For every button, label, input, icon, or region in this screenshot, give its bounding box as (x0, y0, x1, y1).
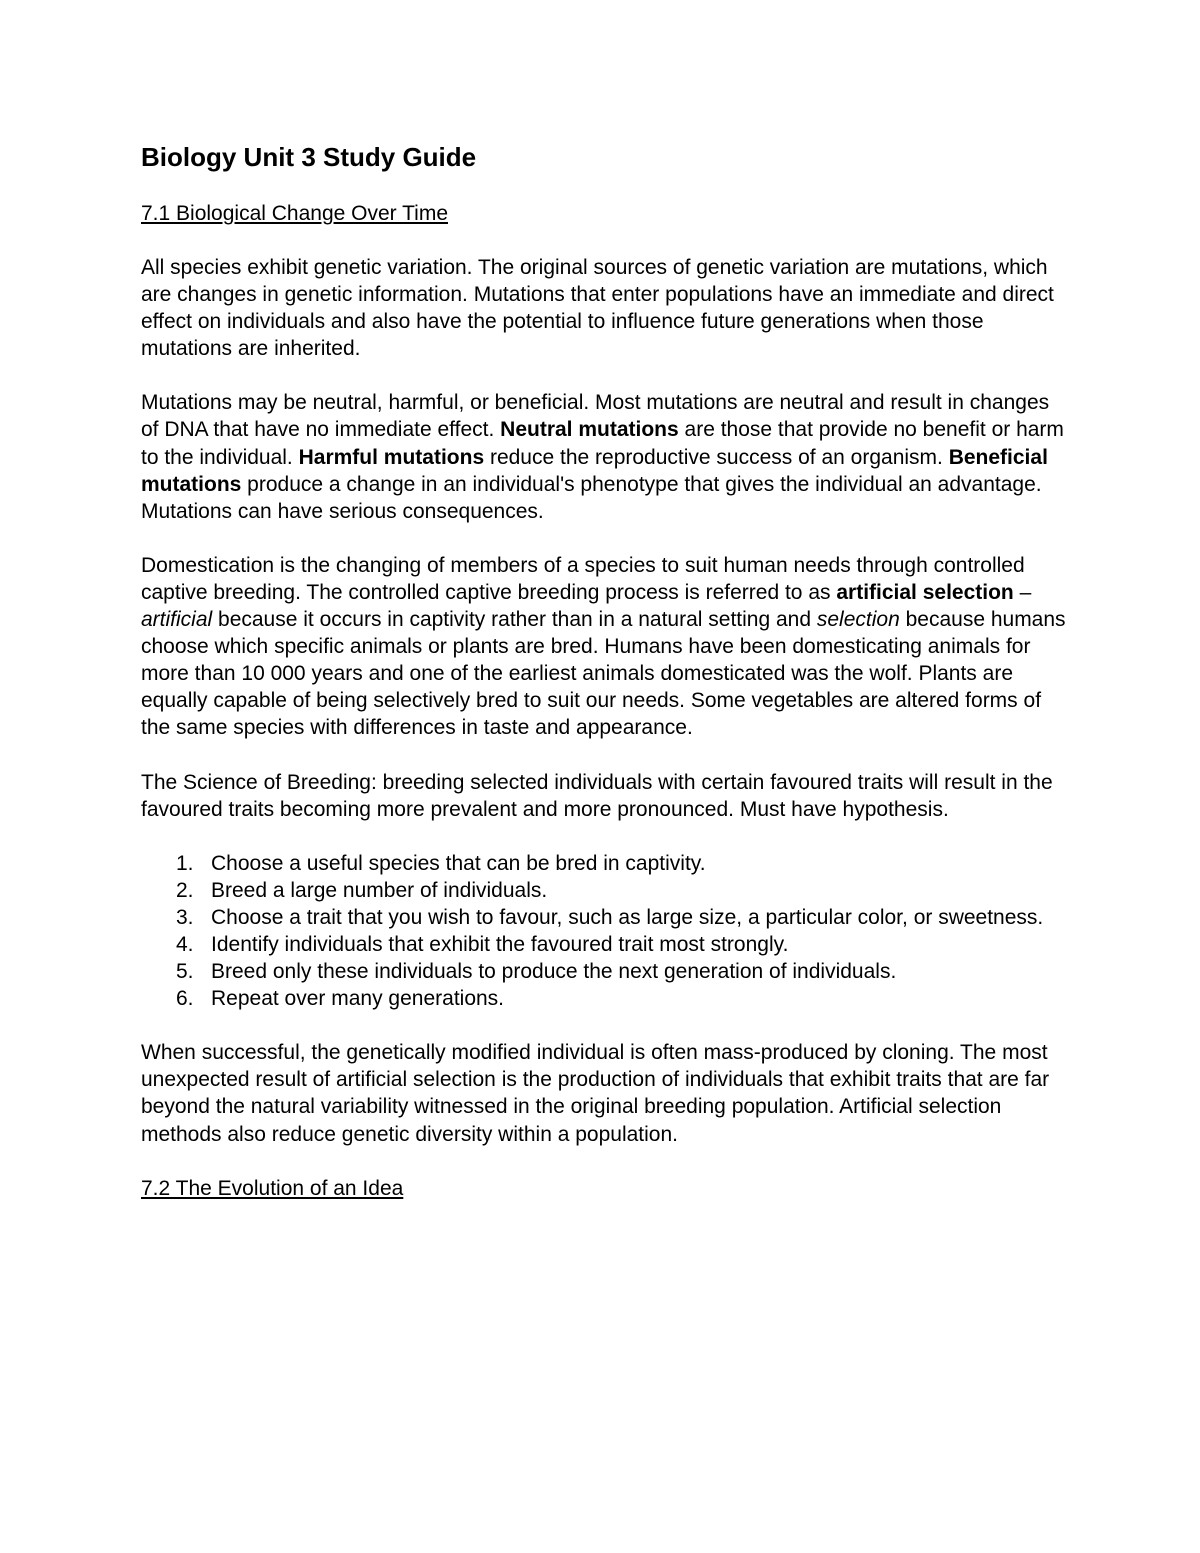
list-item (141, 958, 1066, 985)
list-item (141, 985, 1066, 1012)
list-item-text: Choose a useful species that can be bred in captivity. (211, 851, 706, 875)
section-heading-7-2: 7.2 The Evolution of an Idea (141, 1176, 404, 1200)
text-run: because it occurs in captivity rather than in a natural setting and (212, 608, 817, 632)
text-run: are those that provide no benefit or harm to the individual. (141, 418, 1064, 469)
text-run: Mutations may be neutral, harmful, or beneficial. Most mutations are neutral and result in changes of DNA that have no immediate effect. (141, 391, 1050, 442)
list-number: 2. (176, 878, 194, 902)
term-neutral-mutations: Neutral mutations (500, 418, 679, 442)
section-heading-7-1: 7.1 Biological Change Over Time (141, 202, 448, 225)
text-run: Domestication is the changing of members of a species to suit human needs through controlled captive breeding. The controlled captive breeding process is referred to as (141, 553, 1025, 604)
list-item-text: Breed only these individuals to produce the next generation of individuals. (211, 960, 897, 984)
text-run: – (1013, 580, 1032, 604)
term-harmful-mutations: Harmful mutations (298, 445, 485, 469)
list-item-text: Choose a trait that you wish to favour, such as large size, a particular color, or sweetness. (211, 905, 1044, 929)
text-run: reduce the reproductive success of an organism. (484, 445, 949, 469)
list-number: 3. (176, 905, 194, 929)
breeding-steps-list (141, 850, 1066, 1013)
term-beneficial-mutations: Beneficial mutations (141, 445, 1048, 496)
list-item (141, 850, 1066, 877)
paragraph-mutation-types (141, 389, 1066, 524)
text-run: produce a change in an individual's phenotype that gives the individual an advantage. Mutations can have serious consequences. (141, 472, 1042, 523)
term-artificial: artificial (141, 608, 213, 632)
paragraph-artificial-selection-results: When successful, the genetically modified individual is often mass-produced by cloning. The most unexpected result of artificial selection is the production of individuals that exhibit traits that are far beyond the natural variability witnessed in the original breeding population. Artificial selection methods also reduce genetic diversity within a population. (141, 1041, 1050, 1146)
list-number: 6. (176, 987, 194, 1011)
paragraph-domestication (141, 552, 1066, 742)
text-run: because humans choose which specific animals or plants are bred. Humans have been domesticating animals for more than 10 000 years and one of the earliest animals domesticated was the wolf. Plants are equally capable of being selectively bred to suit our needs. Some vegetables are altered forms of the same species with differences in taste and appearance. (141, 608, 1066, 740)
list-item-text: Breed a large number of individuals. (211, 878, 548, 902)
list-item (141, 904, 1066, 931)
term-artificial-selection: artificial selection (836, 580, 1014, 604)
list-item-text: Repeat over many generations. (211, 987, 505, 1011)
list-number: 4. (176, 932, 194, 956)
paragraph-science-of-breeding: The Science of Breeding: breeding selected individuals with certain favoured traits will result in the favoured traits becoming more prevalent and more pronounced. Must have hypothesis. (141, 770, 1053, 821)
document-title: Biology Unit 3 Study Guide (141, 142, 477, 172)
list-item (141, 877, 1066, 904)
list-item (141, 931, 1066, 958)
paragraph-genetic-variation: All species exhibit genetic variation. The original sources of genetic variation are mutations, which are changes in genetic information. Mutations that enter populations have an immediate and direct effect on individuals and also have the potential to influence future generations when those mutations are inherited. (141, 256, 1054, 361)
list-item-text: Identify individuals that exhibit the favoured trait most strongly. (211, 932, 789, 956)
document-page (141, 140, 1066, 1202)
list-number: 1. (176, 851, 194, 875)
list-number: 5. (176, 960, 194, 984)
term-selection: selection (816, 608, 900, 632)
